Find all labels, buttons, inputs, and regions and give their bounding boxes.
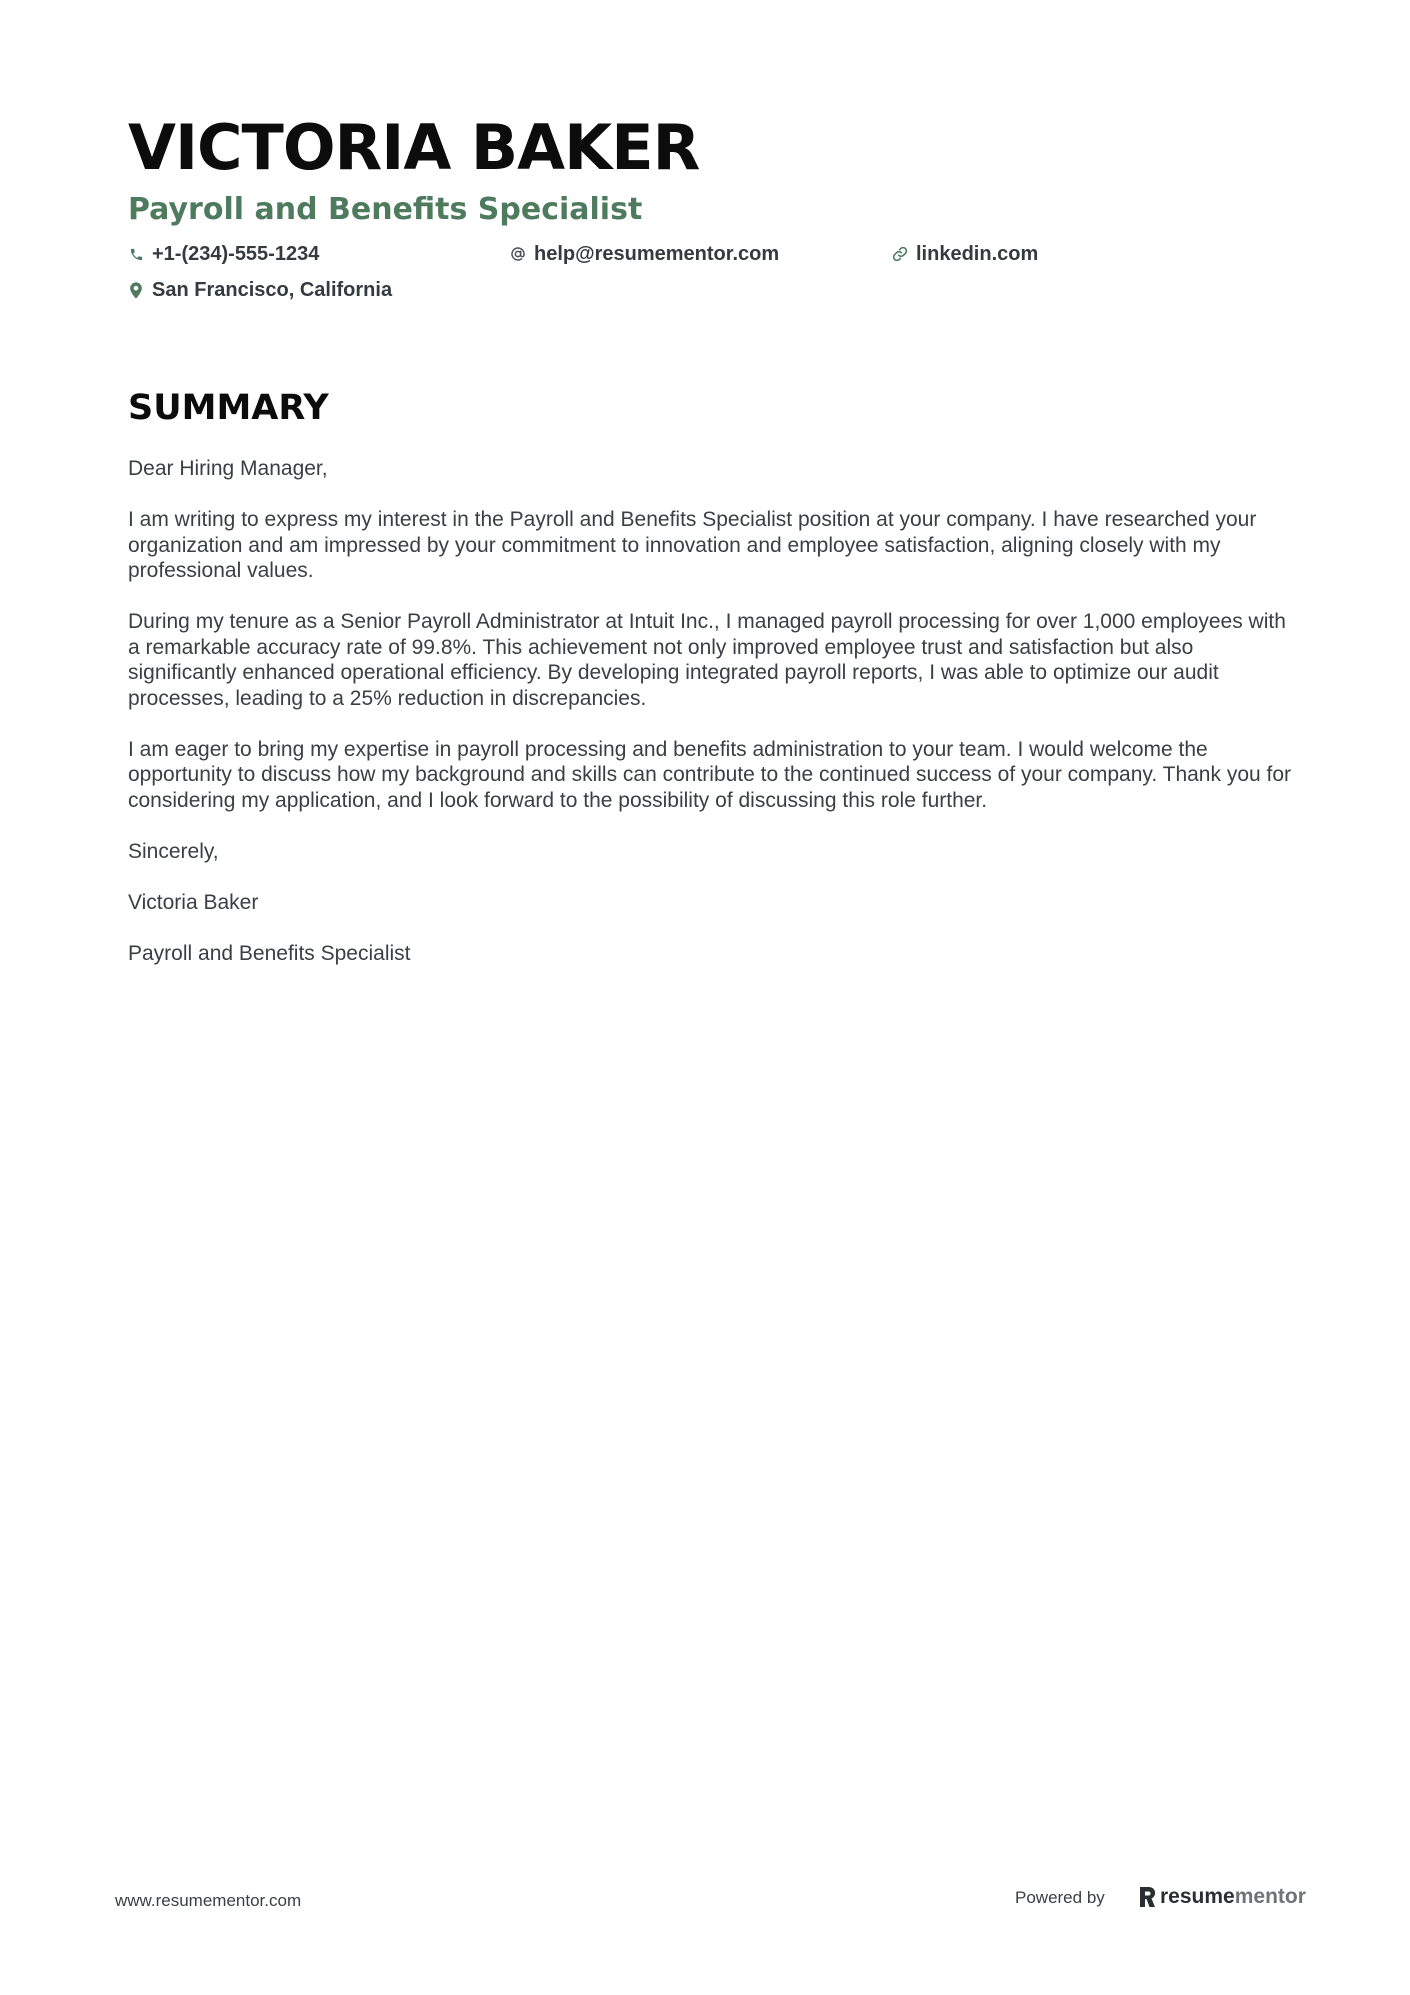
at-icon: [510, 246, 526, 262]
phone-icon: [128, 246, 144, 262]
resumementor-logo-icon: [1138, 1886, 1156, 1908]
closing: Sincerely,: [128, 839, 219, 863]
salutation: Dear Hiring Manager,: [128, 457, 328, 480]
brand-text-resume: resume: [1160, 1885, 1235, 1908]
signature-name: Victoria Baker: [128, 890, 259, 914]
email-text[interactable]: help@resumementor.com: [534, 243, 780, 265]
link-icon: [892, 246, 908, 262]
contact-location: [128, 276, 392, 304]
footer-url[interactable]: www.resumementor.com: [115, 1891, 302, 1910]
powered-by-label: Powered by: [1015, 1888, 1105, 1907]
phone-text[interactable]: +1-(234)-555-1234: [152, 243, 320, 265]
signature-title: Payroll and Benefits Specialist: [128, 941, 411, 965]
letter-paragraph: I am eager to bring my expertise in payroll processing and benefits administration to your team. I would welcome the opportunity to discuss how my background and skills can contribute to the continued success of your company. Thank you for considering my application, and I look forward to the possibility of discussing this role further.: [128, 737, 1292, 812]
location-text: San Francisco, California: [152, 279, 393, 301]
candidate-job-title: Payroll and Benefits Specialist: [128, 192, 643, 227]
contact-phone: [128, 240, 319, 268]
contact-email: [510, 240, 779, 268]
brand-logo[interactable]: [1138, 1884, 1306, 1910]
letter-paragraph: During my tenure as a Senior Payroll Administrator at Intuit Inc., I managed payroll processing for over 1,000 employees with a remarkable accuracy rate of 99.8%. This achievement not only improved employee trust and satisfaction but also significantly enhanced operational efficiency. By developing integrated payroll reports, I was able to optimize our audit processes, leading to a 25% reduction in discrepancies.: [128, 610, 1286, 710]
candidate-name: VICTORIA BAKER: [128, 111, 700, 184]
letter-body: [128, 456, 1296, 992]
location-pin-icon: [128, 282, 144, 298]
contact-linkedin: [892, 240, 1038, 268]
linkedin-text[interactable]: linkedin.com: [916, 243, 1039, 265]
letter-paragraph: I am writing to express my interest in the Payroll and Benefits Specialist position at your company. I have researched your organization and am impressed by your commitment to innovation and employee satisfaction, aligning closely with my professional values.: [128, 508, 1257, 582]
brand-text-mentor: mentor: [1234, 1885, 1306, 1908]
summary-heading: SUMMARY: [128, 388, 329, 428]
